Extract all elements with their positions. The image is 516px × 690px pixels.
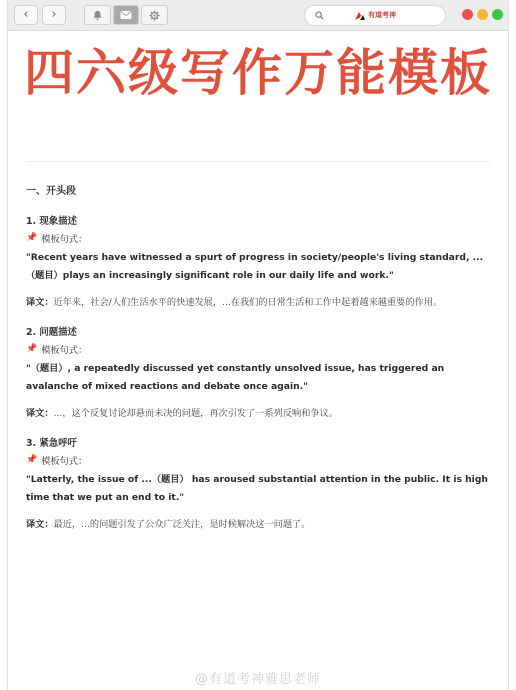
address-bar[interactable] [304,5,446,26]
translation-text: 最近，...的问题引发了公众广泛关注，是时候解决这一问题了。 [53,519,311,530]
back-button[interactable] [14,5,38,25]
pushpin-icon: 📌 [26,344,38,354]
template-block-3 [26,435,494,533]
page-title: 四六级写作万能模板 [24,44,492,102]
item-title: 2. 问题描述 [26,327,77,338]
brand-name: 有道考神 [368,11,396,19]
divider [26,161,490,162]
mail-icon [120,10,132,20]
translation [26,295,494,311]
translation-label: 译文： [26,297,54,308]
chevron-right-icon: › [51,7,57,22]
template-label: 模板句式： [41,456,88,467]
notifications-button[interactable] [84,5,111,25]
translation-label: 译文： [26,519,54,530]
translation [26,517,494,533]
item-title: 1. 现象描述 [26,216,77,227]
forward-button[interactable] [42,5,66,25]
template-sentence: "Latterly, the issue of ...（题目） has aroused substantial attention in the public. It is high time that we put an end to it." [26,474,488,503]
toolbar-button-group [84,5,168,25]
pushpin-icon: 📌 [26,455,38,465]
bell-icon [92,10,103,21]
close-window-button[interactable] [462,9,473,20]
translation-text: ...，这个反复讨论却悬而未决的问题，再次引发了一系列反响和争议。 [53,408,338,419]
translation-text: 近年来，社会/人们生活水平的快速发展，...在我们的日常生活和工作中起着越来越重要的作用。 [53,297,443,308]
article-content [26,182,494,546]
translation [26,406,494,422]
chevron-left-icon: ‹ [23,7,29,22]
pushpin-icon: 📌 [26,233,38,243]
mail-button[interactable] [113,5,140,25]
gear-icon [149,10,160,21]
template-label: 模板句式： [41,345,88,356]
template-block-1 [26,213,494,311]
maximize-window-button[interactable] [492,9,503,20]
template-sentence: "Recent years have witnessed a spurt of progress in society/people's living standard, ...（题目）plays an increasingly significant role in our daily life and work." [26,252,484,281]
minimize-window-button[interactable] [477,9,488,20]
settings-button[interactable] [141,5,168,25]
template-label: 模板句式： [41,234,88,245]
section-title: 一、开头段 [26,186,76,197]
item-title: 3. 紧急呼吁 [26,438,77,449]
search-icon [315,11,324,20]
translation-label: 译文： [26,408,54,419]
youdao-logo-icon [355,12,365,20]
watermark: @有道考神雅思老师 [194,672,321,687]
window-controls [462,9,503,20]
browser-frame [7,0,509,690]
template-sentence: "（题目）, a repeatedly discussed yet constantly unsolved issue, has triggered an avalanche of mixed reactions and debate once again." [26,363,445,392]
template-block-2 [26,324,494,422]
browser-toolbar [8,0,508,31]
